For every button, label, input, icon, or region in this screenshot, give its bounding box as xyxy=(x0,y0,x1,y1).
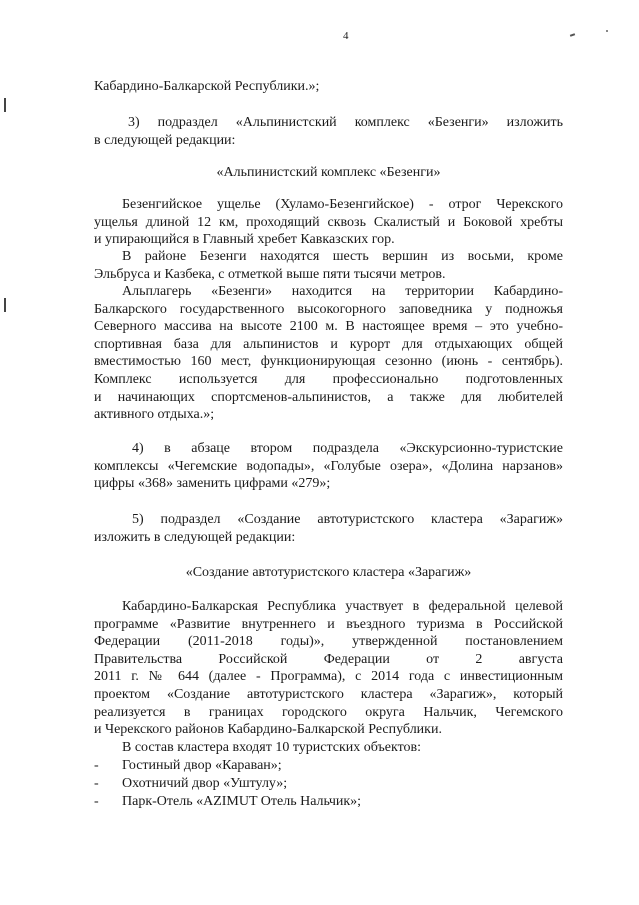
paragraph-closing-line: Кабардино-Балкарской Республики.»; xyxy=(94,79,320,94)
paragraph-item-5: 5) подраздел «Создание автотуристского кластера «Зарагиж» изложить в следующей редакции: xyxy=(94,512,563,545)
list-dash: - xyxy=(94,794,99,809)
paragraph-item-4: 4) в абзаце втором подраздела «Экскурсионно-туристские комплексы «Чегемские водопады», «Голубые озера», «Долина нарзанов» цифры «368» заменить цифрами «279»; xyxy=(94,441,563,492)
scan-speck-top-right xyxy=(570,33,575,37)
page-number: 4 xyxy=(343,30,349,42)
margin-mark-left xyxy=(4,98,6,112)
scan-speck-corner xyxy=(606,30,608,32)
section-heading-zaragizh: «Создание автотуристского кластера «Зарагиж» xyxy=(185,565,472,580)
paragraph-kbr-program: Кабардино-Балкарская Республика участвует в федеральной целевой программе «Развитие внутреннего и въездного туризма в Российской Федерации (2011-2018 годы)», утвержденной постановлением Правительства Российской Федерации от 2 августа 2011 г. № 644 (далее - Программа), с 2014 года с инвестиционным проектом «Создание автотуристского кластера «Зарагиж», который реализуется в границах городского округа Нальчик, Чегемского и Черекского районов Кабардино-Балкарской Республики. xyxy=(94,599,563,738)
paragraph-cluster-intro: В состав кластера входят 10 туристских объектов: xyxy=(122,740,422,755)
list-item: - Парк-Отель «AZIMUT Отель Нальчик»; xyxy=(94,794,362,809)
margin-mark-left-lower xyxy=(4,298,6,312)
paragraph-bezengi-peaks: В районе Безенги находятся шесть вершин из восьми, кроме Эльбруса и Казбека, с отметкой выше пяти тысячи метров. xyxy=(94,249,563,282)
list-item: - Гостиный двор «Караван»; xyxy=(94,758,282,773)
section-heading-bezengi: «Альпинистский комплекс «Безенги» xyxy=(216,165,441,180)
paragraph-alpine-camp: Альплагерь «Безенги» находится на территории Кабардино- Балкарского государственного высокогорного заповедника у подножья Северного массива на высоте 2100 м. В настоящее время – это учебно- спортивная база для альпинистов и курорт для отдыхающих общей вместимостью 160 мест, функционирующая сезонно (июнь - сентябрь). Комплекс используется для профессионально подготовленных и начинающих спортсменов-альпинистов, а также для любителей активного отдыха.»; xyxy=(94,284,563,423)
list-dash: - xyxy=(94,758,99,773)
paragraph-bezengi-gorge: Безенгийское ущелье (Хуламо-Безенгийское) - отрог Черекского ущелья длиной 12 км, проходящий сквозь Скалистый и Боковой хребты и упирающийся в Главный хребет Кавказских гор. xyxy=(94,197,563,248)
list-item: - Охотничий двор «Уштулу»; xyxy=(94,776,288,791)
list-dash: - xyxy=(94,776,99,791)
paragraph-item-3: 3) подраздел «Альпинистский комплекс «Безенги» изложить в следующей редакции: xyxy=(94,115,563,148)
